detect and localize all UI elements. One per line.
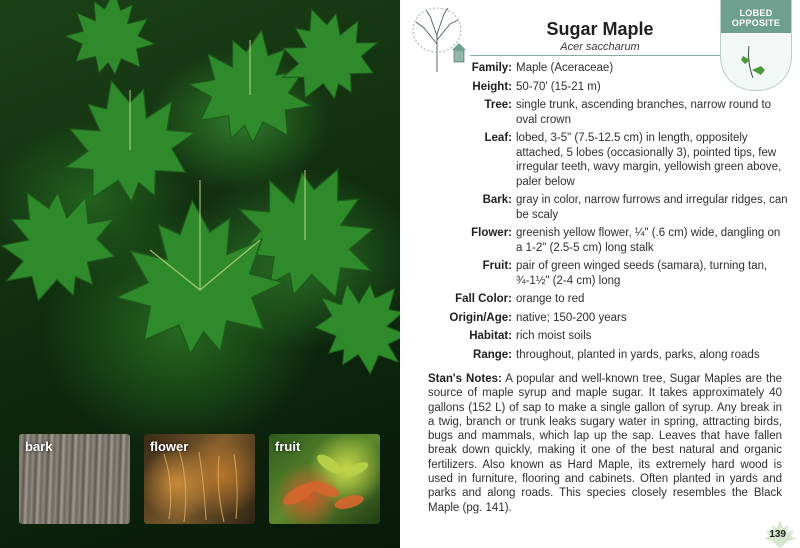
- fact-row-leaf: [400, 131, 800, 189]
- bark-thumbnail: [19, 434, 130, 524]
- fact-row-flower: [400, 226, 800, 255]
- latin-name: Acer saccharum: [560, 41, 640, 53]
- fact-label: Leaf:: [484, 132, 512, 144]
- species-name: Sugar Maple: [546, 19, 654, 39]
- badge-header: [721, 0, 791, 33]
- fact-value: pair of green winged seeds (samara), turning tan, ¾-1½" (2-4 cm) long: [516, 260, 768, 287]
- fact-value: 50-70' (15-21 m): [516, 80, 601, 93]
- badge-line-1: LOBED: [739, 8, 773, 18]
- fact-row-origin-age: [400, 311, 800, 326]
- fact-value: throughout, planted in yards, parks, along roads: [516, 348, 760, 361]
- fruit-label: fruit: [275, 439, 301, 454]
- fact-value: rich moist soils: [516, 330, 592, 342]
- fact-label: Fall Color:: [455, 293, 512, 305]
- flower-label: flower: [150, 439, 189, 454]
- fruit-thumbnail: [269, 434, 380, 524]
- fact-row-range: [400, 348, 800, 363]
- fact-value: greenish yellow flower, ¼" (.6 cm) wide, dangling on a 1-2" (2.5-5 cm) long stalk: [516, 227, 781, 254]
- fact-value: single trunk, ascending branches, narrow round to oval crown: [516, 99, 772, 126]
- stans-notes: [428, 372, 782, 515]
- fact-label: Bark:: [482, 194, 512, 206]
- fact-value: Maple (Aceraceae): [516, 62, 614, 74]
- fact-label: Range:: [473, 348, 512, 361]
- badge-line-2: OPPOSITE: [731, 18, 781, 28]
- title-divider: [470, 55, 720, 56]
- fact-row-tree: [400, 98, 800, 127]
- fact-value: orange to red: [516, 293, 585, 305]
- page-number: 139: [769, 529, 786, 540]
- fact-row-fruit: [400, 259, 800, 288]
- bark-label: bark: [25, 439, 53, 454]
- notes-label: Stan's Notes:: [428, 373, 502, 385]
- fact-list: [400, 61, 800, 366]
- fact-row-family: [400, 61, 800, 76]
- fact-label: Origin/Age:: [449, 311, 512, 324]
- fact-label: Tree:: [484, 99, 512, 111]
- flower-thumbnail: [144, 434, 255, 524]
- notes-text: A popular and well-known tree, Sugar Maples are the source of maple syrup and maple sugar. It takes approximately 40 gallons (152 L) of sap to make a single gallon of syrup. Any break in a twig, branch or trunk leaks sugary water in spring, attracting birds, bugs and mammals, which lap up the sap. Leaves that have fallen break down quickly, making it one of the best natural and organic fertilizers. Also known as Hard Maple, its extremely hard wood is used in furniture, flooring and cabinets. Often planted in yards and parks and along roads. This species closely resembles the Black Maple (pg. 141).: [428, 373, 782, 514]
- fact-value: lobed, 3-5" (7.5-12.5 cm) in length, oppositely attached, 5 lobes (occasionally 3), pointed tips, few irregular teeth, wavy margin, yellowish green above, paler below: [516, 132, 782, 188]
- fact-row-fall-color: [400, 292, 800, 307]
- fact-row-height: [400, 80, 800, 95]
- fact-label: Habitat:: [469, 330, 512, 342]
- fact-row-bark: [400, 193, 800, 222]
- fact-label: Family:: [471, 62, 512, 74]
- description-page: [400, 0, 800, 548]
- fact-value: gray in color, narrow furrows and irregular ridges, can be scaly: [516, 194, 788, 221]
- fact-value: native; 150-200 years: [516, 311, 627, 324]
- fact-row-habitat: [400, 329, 800, 344]
- title-block: [490, 18, 710, 53]
- fact-label: Fruit:: [482, 260, 512, 272]
- fact-label: Flower:: [471, 227, 512, 239]
- fact-label: Height:: [472, 80, 512, 93]
